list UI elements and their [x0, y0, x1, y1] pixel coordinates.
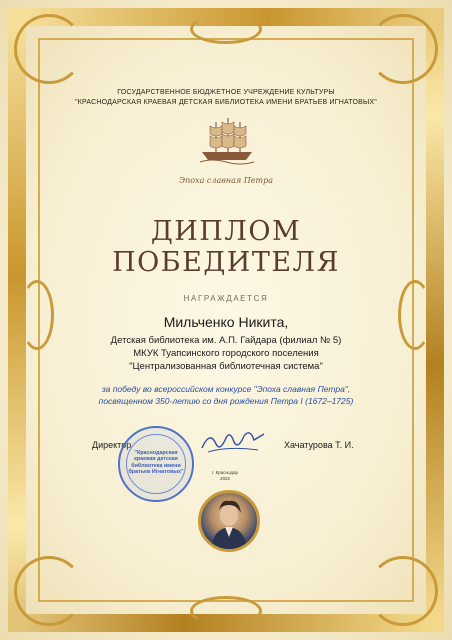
peter-the-great-portrait — [198, 490, 260, 552]
award-reason-line-1: за победу во всероссийском конкурсе "Эпоха славная Петра", — [101, 384, 351, 394]
stamp-text: "Краснодарская краевая детская библиотека имени братьев Игнатовых" — [128, 450, 184, 476]
place-and-year — [210, 470, 240, 482]
ornament-top-left — [14, 14, 84, 84]
awarded-label: НАГРАЖДАЕТСЯ — [183, 294, 269, 303]
recipient-system: "Централизованная библиотечная система" — [129, 361, 323, 372]
year-text: 2022 — [219, 476, 230, 481]
recipient-institution: МКУК Туапсинского городского поселения — [133, 348, 319, 359]
diploma-title-line-1: ДИПЛОМ — [150, 216, 302, 247]
organization-line-1: ГОСУДАРСТВЕННОЕ БЮДЖЕТНОЕ УЧРЕЖДЕНИЕ КУЛЬТУРЫ — [117, 89, 335, 96]
award-reason-line-2: посвященном 350-летию со дня рождения Петра I (1672–1725) — [98, 396, 354, 406]
official-stamp — [118, 426, 194, 502]
organization-line-2: "КРАСНОДАРСКАЯ КРАЕВАЯ ДЕТСКАЯ БИБЛИОТЕКА ИМЕНИ БРАТЬЕВ ИГНАТОВЫХ" — [75, 99, 377, 106]
recipient-library: Детская библиотека им. А.П. Гайдара (филиал № 5) — [110, 335, 342, 346]
portrait-figure-icon — [201, 493, 257, 549]
ornament-top-right — [368, 14, 438, 84]
signatory-name: Хачатурова Т. И. — [284, 440, 354, 450]
signatory-role: Директор — [92, 440, 132, 450]
ornament-top — [190, 14, 262, 44]
city-text: г. Краснодар — [212, 470, 238, 475]
diploma-title-line-2: ПОБЕДИТЕЛЯ — [112, 247, 340, 278]
recipient-name: Мильченко Никита, — [163, 314, 289, 330]
logo-caption: Эпоха славная Петра — [179, 176, 273, 185]
sailing-ship-logo-icon — [196, 112, 258, 168]
ornament-bottom — [190, 596, 262, 626]
ornament-bottom-right — [368, 556, 438, 626]
ornament-bottom-left — [14, 556, 84, 626]
handwritten-signature — [198, 426, 268, 456]
